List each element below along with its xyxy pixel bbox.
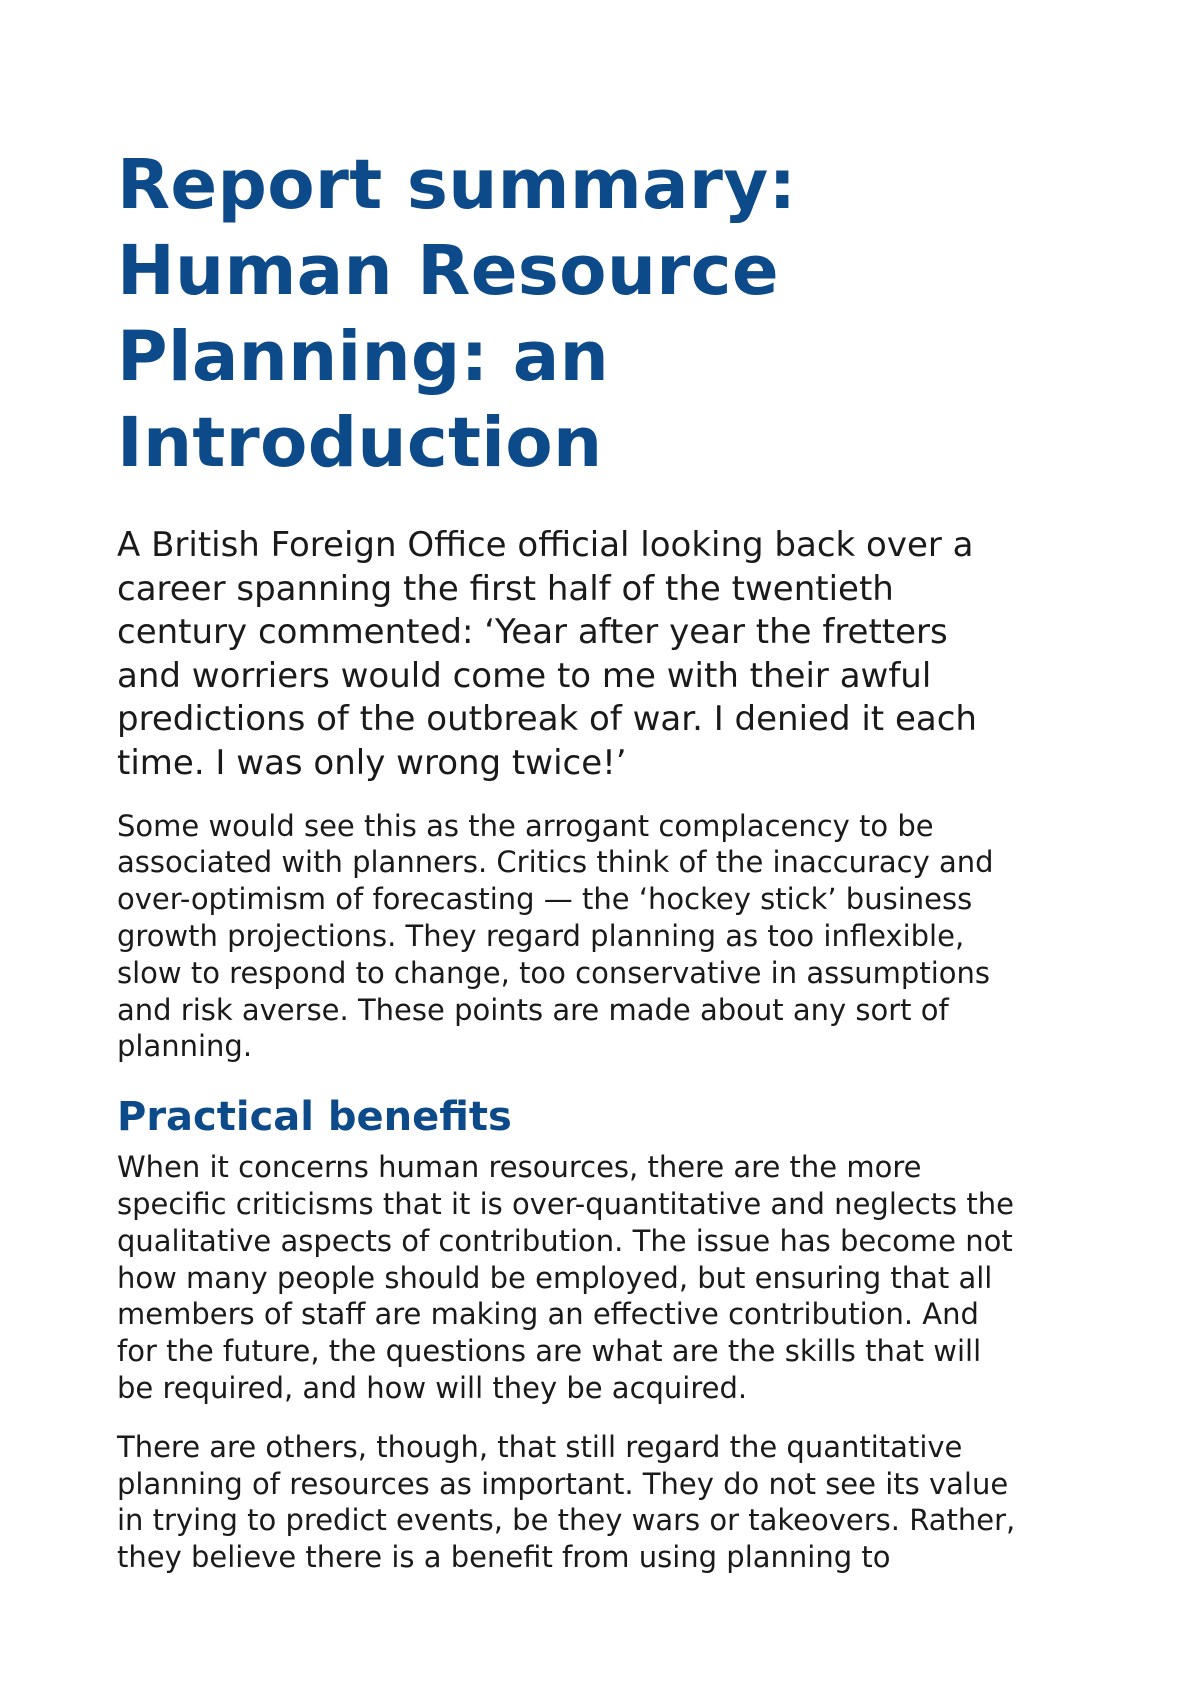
paragraph-line: for the future, the questions are what are the skills that will	[117, 1334, 982, 1369]
report-title-line: Planning: an	[117, 317, 610, 397]
paragraph-line: planning.	[117, 1029, 253, 1064]
paragraph-line: There are others, though, that still regard the quantitative	[117, 1429, 963, 1464]
lead-paragraph	[117, 524, 1117, 786]
body-paragraph-human-resources	[117, 1149, 1117, 1407]
paragraph-line: growth projections. They regard planning as too inflexible,	[117, 918, 965, 953]
paragraph-line: associated with planners. Critics think of the inaccuracy and	[117, 845, 994, 880]
lead-line: century commented: ‘Year after year the fretters	[117, 612, 948, 653]
paragraph-line: Some would see this as the arrogant complacency to be	[117, 808, 934, 843]
lead-line: career spanning the first half of the twentieth	[117, 568, 894, 609]
paragraph-line: members of staff are making an effective contribution. And	[117, 1297, 979, 1332]
report-title-line: Human Resource	[117, 231, 779, 311]
paragraph-line: qualitative aspects of contribution. The issue has become not	[117, 1223, 1013, 1258]
paragraph-line: planning of resources as important. They do not see its value	[117, 1466, 1009, 1501]
paragraph-line: over-optimism of forecasting — the ‘hockey stick’ business	[117, 882, 973, 917]
lead-line: and worriers would come to me with their awful	[117, 655, 932, 696]
body-paragraph-quantitative-planning	[117, 1429, 1117, 1576]
report-title	[117, 142, 1117, 486]
report-title-line: Report summary:	[117, 145, 797, 225]
section-heading-practical-benefits: Practical benefits	[117, 1094, 512, 1141]
paragraph-line: in trying to predict events, be they wars or takeovers. Rather,	[117, 1503, 1016, 1538]
paragraph-line: and risk averse. These points are made about any sort of	[117, 992, 949, 1027]
lead-line: predictions of the outbreak of war. I denied it each	[117, 699, 977, 740]
paragraph-line: how many people should be employed, but ensuring that all	[117, 1260, 993, 1295]
lead-line: A British Foreign Office official looking back over a	[117, 525, 974, 565]
paragraph-line: slow to respond to change, too conservative in assumptions	[117, 955, 991, 990]
paragraph-line: be required, and how will they be acquired.	[117, 1370, 748, 1405]
paragraph-line: they believe there is a benefit from using planning to	[117, 1540, 891, 1575]
paragraph-line: When it concerns human resources, there are the more	[117, 1150, 922, 1185]
body-paragraph-critics	[117, 808, 1117, 1066]
report-title-line: Introduction	[117, 403, 603, 483]
document-page	[117, 142, 1117, 1576]
paragraph-line: specific criticisms that it is over-quantitative and neglects the	[117, 1186, 1014, 1221]
lead-line: time. I was only wrong twice!’	[117, 742, 627, 783]
